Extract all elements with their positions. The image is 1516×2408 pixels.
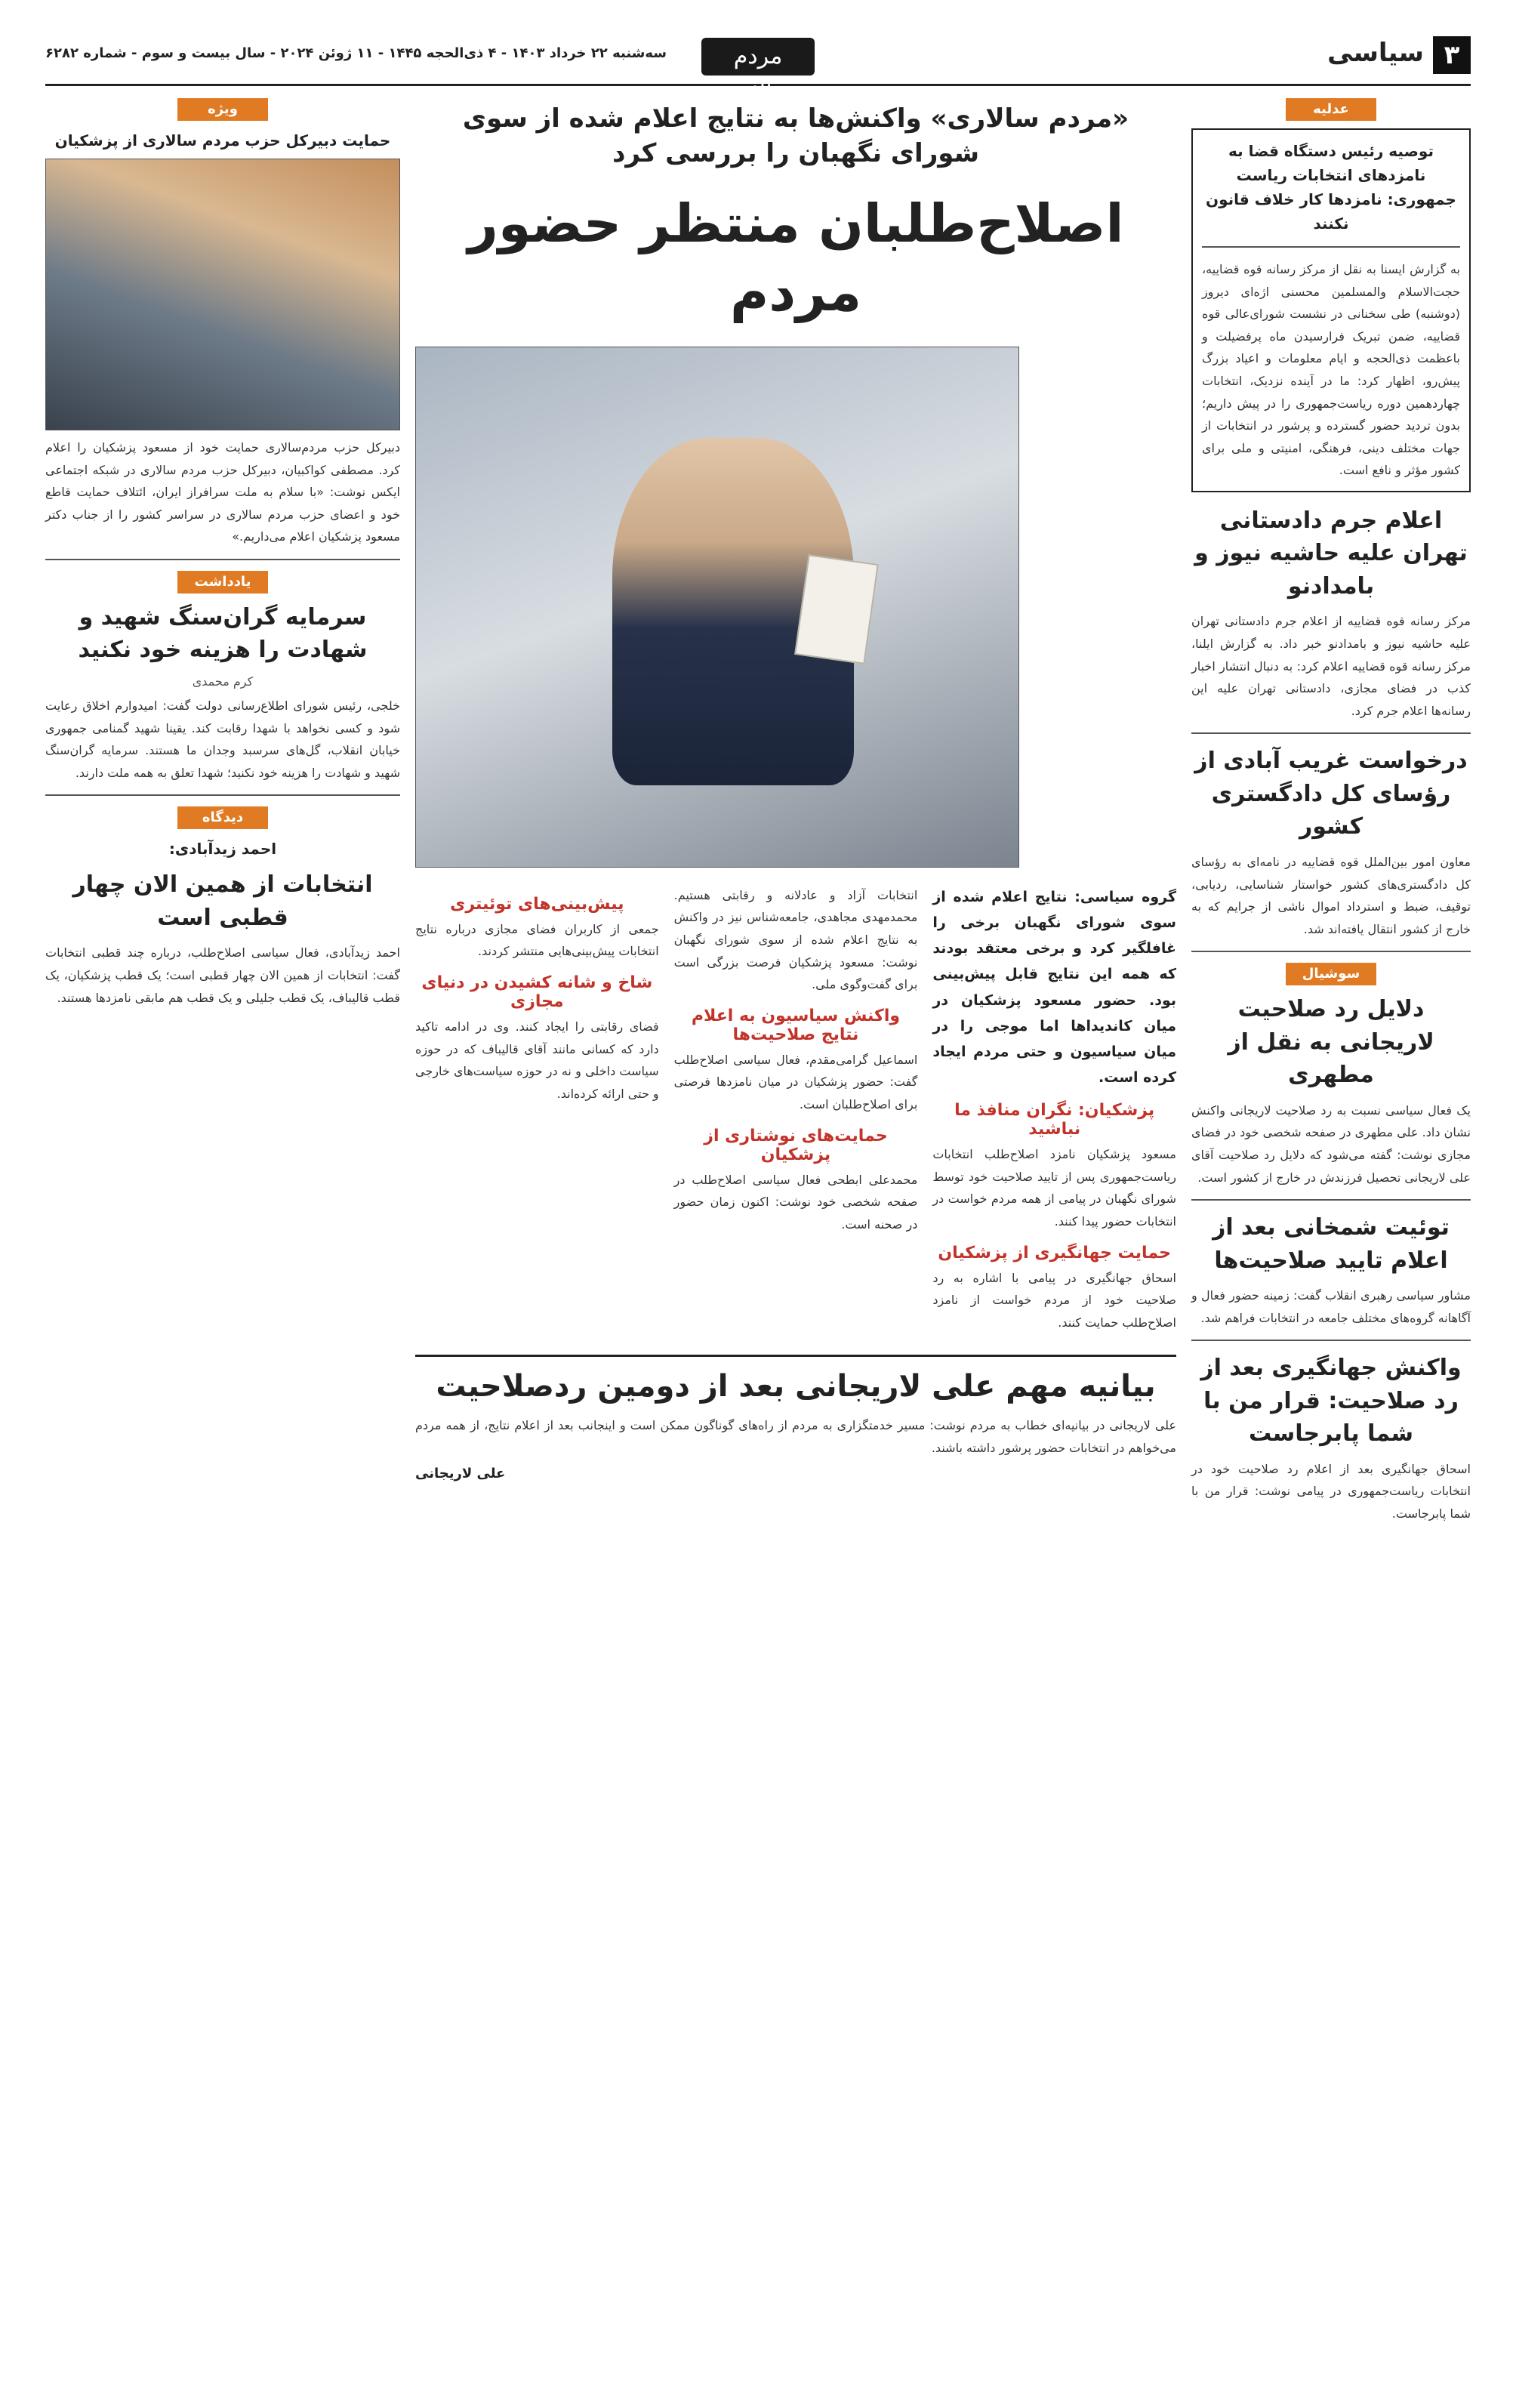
- story-body: علی لاریجانی در بیانیه‌ای خطاب به مردم نوشت: مسیر خدمتگزاری به مردم از راه‌های گوناگون ممکن است و اینجانب بعد از اعلام نتایج، از همه مردم می‌خواهم در انتخابات حضور پرشور داشته باشند.: [415, 1418, 1176, 1456]
- article-title[interactable]: اعلام جرم دادستانی تهران علیه حاشیه نیوز و بامدادنو: [1194, 507, 1468, 600]
- article-body: یک فعال سیاسی نسبت به رد صلاحیت لاریجانی واکنش نشان داد. علی مطهری در صفحه شخصی خود در فضای مجازی نوشت: گفته می‌شود که دلایل رد صلاحیت آقای علی لاریجانی تحصیل فرزندش در خارج از کشور است.: [1191, 1102, 1471, 1185]
- article-body: خلجی، رئیس شورای اطلاع‌رسانی دولت گفت: امیدوارم اخلاق رعایت شود و کسی نخواهد با شهدا رقابت کند. یقینا شهید گمنامی جمهوری خیابان انقلاب، گل‌های سرسبد وجدان ما هستند. سرمایه گران‌سنگ شهید و شهادت را هزینه خود نکنید؛ شهدا تعلق به همه ملت دارند.: [45, 698, 400, 780]
- divider: [1191, 1340, 1471, 1341]
- story-column: [674, 884, 918, 1334]
- article-title[interactable]: واکنش جهانگیری بعد از رد صلاحیت: قرار من با شما پابرجاست: [1200, 1355, 1462, 1448]
- article-body: احمد زیدآبادی، فعال سیاسی اصلاح‌طلب، درباره چند قطبی انتخابات گفت: انتخابات از همین الان چهار قطبی است؛ یک قطب پزشکیان، یک قطب قالیباف، یک قطب جلیلی و یک قطب هم مابقی نامزدها هستند.: [45, 945, 400, 1005]
- page-number: ۳: [1433, 36, 1471, 74]
- story-body: انتخابات آزاد و عادلانه و رقابتی هستیم. محمدمهدی مجاهدی، جامعه‌شناس نیز در واکنش به نتایج اعلام شده از سوی شورای نگهبان نوشت: مسعود پزشکیان فرصت بزرگی است برای گفت‌وگوی ملی.: [673, 887, 918, 992]
- left-column: [45, 98, 400, 1009]
- article-title[interactable]: دلایل رد صلاحیت لاریجانی به نقل از مطهری: [1228, 996, 1434, 1089]
- story-column: [415, 884, 659, 1334]
- story-columns: [415, 884, 1176, 1334]
- article-title[interactable]: توصیه رئیس دستگاه قضا به نامزدهای انتخابات ریاست جمهوری: نامزدها کار خلاف قانون نکنند: [1206, 142, 1456, 233]
- article-body: اسحاق جهانگیری بعد از اعلام رد صلاحیت خود در انتخابات ریاست‌جمهوری در پیامی نوشت: قرار من با شما پابرجاست.: [1191, 1461, 1471, 1522]
- author-name: کرم محمدی: [192, 674, 254, 689]
- article-title[interactable]: انتخابات از همین الان چهار قطبی است: [72, 871, 373, 931]
- article-title[interactable]: توئیت شمخانی بعد از اعلام تایید صلاحیت‌ها: [1212, 1214, 1450, 1274]
- sub-heading: پیش‌بینی‌های توئیتری: [450, 894, 624, 914]
- candidate-figure: [612, 438, 854, 785]
- newspaper-logo[interactable]: مردم سالاری: [701, 38, 815, 76]
- candidate-photo: [415, 347, 1019, 868]
- story-lede: گروه سیاسی: نتایج اعلام شده از سوی شورای نگهبان برخی را غافلگیر کرد و برخی معتقد بودند که همه این نتایج قابل پیش‌بینی بود. حضور مسعود پزشکیان در میان کاندیداها اما موجی را در میان سیاسیون و حتی مردم ایجاد کرده است.: [932, 888, 1176, 1087]
- story-body: اسحاق جهانگیری در پیامی با اشاره به رد صلاحیت خود از مردم خواست از نامزد اصلاح‌طلب حمایت کنند.: [932, 1270, 1176, 1330]
- article-body: دبیرکل حزب مردم‌سالاری حمایت خود از مسعود پزشکیان را اعلام کرد. مصطفی کواکبیان، دبیرکل حزب مردم سالاری در شبکه اجتماعی ایکس نوشت: «با سلام به ملت سرافراز ایران، ائتلاف حمایت قاطع خود و اعضای حزب مردم سالاری در سراسر کشور را از جناب دکتر مسعود پزشکیان اعلام می‌داریم.»: [45, 440, 400, 544]
- section-tag: سوشیال: [1286, 963, 1376, 985]
- story-body: محمدعلی ابطحی فعال سیاسی اصلاح‌طلب در صفحه شخصی خود نوشت: اکنون زمان حضور در صحنه است.: [673, 1172, 918, 1232]
- divider: [45, 559, 400, 560]
- article-body: مشاور سیاسی رهبری انقلاب گفت: زمینه حضور فعال و آگاهانه گروه‌های مختلف جامعه در انتخابات فراهم شد.: [1191, 1288, 1471, 1325]
- article-title[interactable]: حمایت دبیرکل حزب مردم سالاری از پزشکیان: [54, 131, 391, 150]
- divider: [1191, 951, 1471, 952]
- story-body: اسماعیل گرامی‌مقدم، فعال سیاسی اصلاح‌طلب گفت: حضور پزشکیان در میان نامزدها فرصتی برای اصلاح‌طلبان است.: [673, 1052, 918, 1112]
- sub-heading: پزشکیان: نگران منافذ ما نباشید: [954, 1101, 1155, 1139]
- issue-line: سه‌شنبه ۲۲ خرداد ۱۴۰۳ - ۴ ذی‌الحجه ۱۴۴۵ - ۱۱ ژوئن ۲۰۲۴ - سال بیست و سوم - شماره ۶۲۸۲: [45, 45, 667, 61]
- article-body: معاون امور بین‌الملل قوه قضاییه در نامه‌ای به رؤسای کل دادگستری‌های کشور خواستار شناسایی، ردیابی، توقیف، ضبط و استرداد اموال ناشی از جرایم که به خارج از کشور انتقال یافته‌اند شد.: [1191, 854, 1471, 936]
- sub-heading: شاخ و شانه کشیدن در دنیای مجازی: [421, 973, 653, 1011]
- sub-heading: حمایت جهانگیری از پزشکیان: [938, 1243, 1171, 1263]
- sub-heading: واکنش سیاسیون به اعلام نتایج صلاحیت‌ها: [691, 1006, 901, 1044]
- article-body: به گزارش ایسنا به نقل از مرکز رسانه قوه قضاییه، حجت‌الاسلام والمسلمین محسنی اژه‌ای دیروز (دوشنبه) طی سخنانی در نشست شورای‌عالی قوه قضاییه، ضمن تبریک فرارسیدن ماه پرفضیلت و باعظمت ذی‌الحجه و ایام معلومات و اعیاد بزرگ پیش‌رو، اظهار کرد: ما در آینده نزدیک، انتخابات چهاردهمین دوره ریاست‌جمهوری را در پیش داریم؛ بدون تردید حضور گسترده و پرشور در انتخابات از جهات مختلف دینی، فرهنگی، امنیتی و ملی برای کشور مؤثر و نافع است.: [1202, 262, 1460, 478]
- divider: [1191, 1199, 1471, 1201]
- section-tag: عدلیه: [1286, 98, 1376, 121]
- story-body: مسعود پزشکیان نامزد اصلاح‌طلب انتخابات ریاست‌جمهوری پس از تایید صلاحیت خود توسط شورای نگهبان در پیامی از همه مردم خواست در انتخابات حضور پیدا کنند.: [932, 1147, 1176, 1229]
- divider: [1202, 246, 1460, 248]
- divider: [1191, 732, 1471, 734]
- story-kicker: «مردم سالاری» واکنش‌ها به نتایج اعلام شده از سوی شورای نگهبان را بررسی کرد: [462, 103, 1129, 168]
- story-body: فضای رقابتی را ایجاد کنند. وی در ادامه تاکید دارد که کسانی مانند آقای قالیباف که در حوزه سیاست داخلی و نه در حوزه سیاست‌های خارجی و حتی ارائه کرده‌اند.: [414, 1019, 659, 1101]
- article-body: مرکز رسانه قوه قضاییه از اعلام جرم دادستانی تهران علیه حاشیه نیوز و بامدادنو خبر داد. به گزارش ایلنا، مرکز رسانه قوه قضاییه اعلام کرد: به دنبال انتشار اخبار کذب در فضای مجازی، دادستانی تهران علیه این رسانه‌ها اعلام جرم کرد.: [1191, 614, 1471, 718]
- story-column: [932, 884, 1176, 1334]
- right-column: [1191, 98, 1471, 1525]
- section-tag: یادداشت: [177, 571, 268, 594]
- main-story: [415, 102, 1176, 1481]
- story-body: جمعی از کاربران فضای مجازی درباره نتایج انتخابات پیش‌بینی‌هایی منتشر کردند.: [414, 921, 659, 959]
- page-header: [45, 30, 1471, 107]
- bottom-headline[interactable]: بیانیه مهم علی لاریجانی بعد از دومین ردصلاحیت: [415, 1355, 1176, 1404]
- meeting-photo: [45, 159, 400, 430]
- article-title[interactable]: سرمایه گران‌سنگ شهید و شهادت را هزینه خود نکنید: [78, 603, 368, 664]
- author-name: احمد زیدآبادی:: [168, 840, 277, 859]
- story-headline[interactable]: اصلاح‌طلبان منتظر حضور مردم: [467, 192, 1124, 323]
- judiciary-box: [1191, 128, 1471, 492]
- article-title[interactable]: درخواست غریب آبادی از رؤسای کل دادگستری کشور: [1194, 748, 1468, 840]
- signature: علی لاریجانی: [415, 1465, 506, 1481]
- section-tag: دیدگاه: [177, 806, 268, 829]
- divider: [45, 794, 400, 796]
- section-tag: ویژه: [177, 98, 268, 121]
- sub-heading: حمایت‌های نوشتاری از پزشکیان: [704, 1126, 888, 1164]
- section-name: سیاسی: [1327, 38, 1424, 68]
